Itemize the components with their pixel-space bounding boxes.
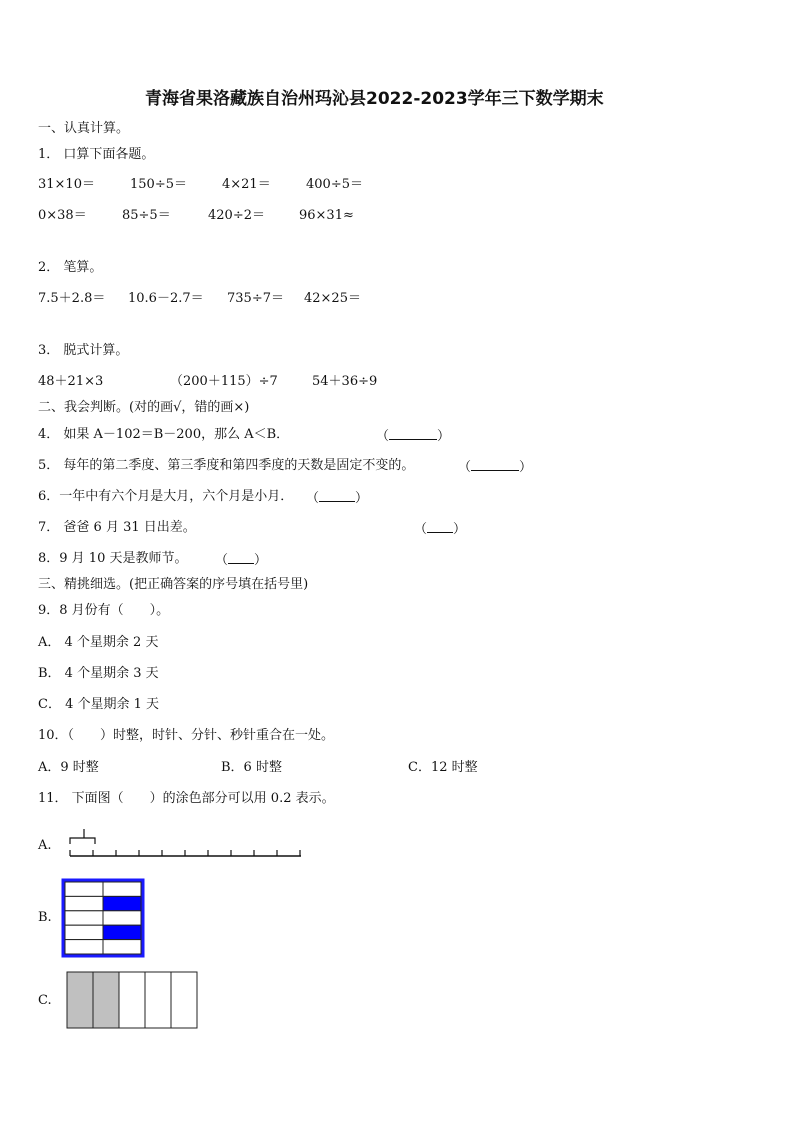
grid-cell-shaded bbox=[103, 896, 141, 910]
grid-cell bbox=[103, 911, 141, 925]
mixed-calc-item: 48＋21×3 bbox=[38, 374, 104, 389]
section-heading-3: 三、精挑细选。(把正确答案的序号填在括号里) bbox=[38, 577, 309, 592]
oral-calc-item: 400÷5＝ bbox=[306, 177, 363, 192]
oral-calc-item: 96×31≈ bbox=[299, 208, 354, 223]
strip-part-shaded bbox=[93, 972, 119, 1028]
option-c[interactable]: C． 4 个星期余 1 天 bbox=[38, 697, 160, 712]
grid-cell bbox=[65, 925, 103, 939]
judge-question-7: 7． 爸爸 6 月 31 日出差。 bbox=[38, 520, 196, 535]
strip-part-shaded bbox=[67, 972, 93, 1028]
strip-figure bbox=[66, 971, 198, 1029]
mixed-calc-item: 54＋36÷9 bbox=[312, 374, 378, 389]
written-calc-item: 7.5＋2.8＝ bbox=[38, 291, 106, 306]
option-b[interactable]: B． 4 个星期余 3 天 bbox=[38, 666, 159, 681]
question-1-label: 1． 口算下面各题。 bbox=[38, 147, 155, 162]
judge-question-6: 6．一年中有六个月是大月，六个月是小月． bbox=[38, 489, 294, 504]
figure-option-b-label[interactable]: B. bbox=[38, 910, 52, 925]
grid-cell bbox=[103, 882, 141, 896]
choice-question-10: 10．（ ）时整，时针、分针、秒针重合在一处。 bbox=[38, 728, 335, 743]
figure-option-c-label[interactable]: C. bbox=[38, 993, 52, 1008]
page-title: 青海省果洛藏族自治州玛沁县2022-2023学年三下数学期末 bbox=[145, 89, 604, 109]
oral-calc-item: 0×38＝ bbox=[38, 208, 87, 223]
judge-question-5: 5． 每年的第二季度、第三季度和第四季度的天数是固定不变的。 bbox=[38, 458, 415, 473]
oral-calc-item: 85÷5＝ bbox=[122, 208, 171, 223]
written-calc-item: 10.6－2.7＝ bbox=[128, 291, 204, 306]
grid-cell bbox=[103, 940, 141, 954]
question-3-label: 3． 脱式计算。 bbox=[38, 343, 129, 358]
section-heading-2: 二、我会判断。(对的画√，错的画×) bbox=[38, 400, 250, 415]
strip-part bbox=[119, 972, 145, 1028]
oral-calc-item: 31×10＝ bbox=[38, 177, 95, 192]
figure-option-a-label[interactable]: A. bbox=[38, 838, 52, 853]
grid-cell bbox=[65, 896, 103, 910]
mixed-calc-item: （200＋115）÷7 bbox=[170, 374, 278, 389]
option-b[interactable]: B．6 时整 bbox=[221, 760, 282, 775]
option-c[interactable]: C．12 时整 bbox=[408, 760, 478, 775]
grid-cell-shaded bbox=[103, 925, 141, 939]
judge-question-8: 8．9 月 10 天是教师节。 bbox=[38, 551, 188, 566]
written-calc-item: 735÷7＝ bbox=[227, 291, 284, 306]
choice-question-9: 9．8 月份有（ ）。 bbox=[38, 603, 170, 618]
oral-calc-item: 4×21＝ bbox=[222, 177, 271, 192]
choice-question-11: 11． 下面图（ ）的涂色部分可以用 0.2 表示。 bbox=[38, 791, 335, 806]
section-heading-1: 一、认真计算。 bbox=[38, 121, 130, 136]
grid-cell bbox=[65, 940, 103, 954]
grid-cell bbox=[65, 882, 103, 896]
number-line-ticks bbox=[70, 850, 300, 856]
answer-blank-5[interactable]: （ ） bbox=[458, 460, 533, 475]
written-calc-item: 42×25＝ bbox=[304, 291, 361, 306]
strip-part bbox=[145, 972, 171, 1028]
option-a[interactable]: A． 4 个星期余 2 天 bbox=[38, 635, 159, 650]
number-line-figure bbox=[68, 828, 304, 860]
judge-question-4: 4． 如果 A－102＝B－200，那么 A＜B． bbox=[38, 427, 290, 442]
answer-blank-6[interactable]: （ ） bbox=[306, 491, 369, 506]
grid-cell bbox=[65, 911, 103, 925]
number-line-bracket bbox=[70, 829, 95, 844]
question-2-label: 2． 笔算。 bbox=[38, 260, 103, 275]
answer-blank-8[interactable]: （ ） bbox=[215, 553, 268, 568]
grid-figure bbox=[62, 879, 144, 957]
option-a[interactable]: A．9 时整 bbox=[38, 760, 99, 775]
oral-calc-item: 420÷2＝ bbox=[208, 208, 265, 223]
answer-blank-7[interactable]: （ ） bbox=[414, 522, 467, 537]
answer-blank-4[interactable]: （ ） bbox=[376, 429, 451, 444]
strip-part bbox=[171, 972, 197, 1028]
oral-calc-item: 150÷5＝ bbox=[130, 177, 187, 192]
